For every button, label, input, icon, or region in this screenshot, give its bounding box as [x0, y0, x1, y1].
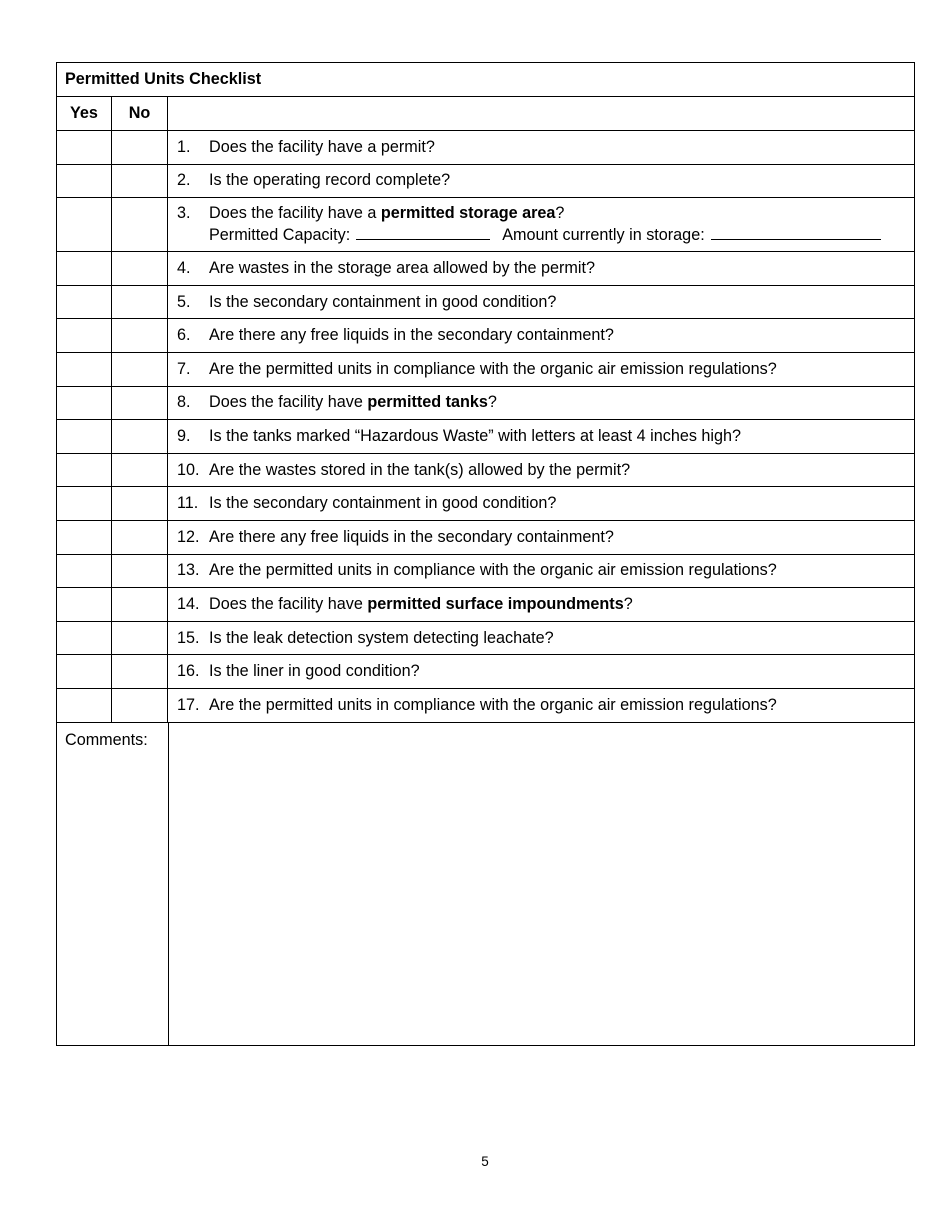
- permitted-capacity-field[interactable]: [356, 225, 490, 240]
- question-cell: [168, 285, 915, 319]
- no-checkbox-cell[interactable]: [112, 688, 168, 722]
- checklist-row: [57, 285, 915, 319]
- no-checkbox-cell[interactable]: [112, 487, 168, 521]
- no-checkbox-cell[interactable]: [112, 252, 168, 286]
- question-text-part: Are the permitted units in compliance with the organic air emission regulations?: [209, 561, 777, 580]
- title-row: [57, 63, 915, 97]
- checklist-row: [57, 420, 915, 454]
- header-row: [57, 97, 915, 131]
- checklist-row: [57, 131, 915, 165]
- question-text: [209, 326, 614, 345]
- no-checkbox-cell[interactable]: [112, 621, 168, 655]
- question-cell: [168, 164, 915, 198]
- yes-checkbox-cell[interactable]: [57, 252, 112, 286]
- question-number: 10.: [177, 460, 200, 479]
- question-cell: [168, 252, 915, 286]
- checklist-row: [57, 453, 915, 487]
- question-cell: [168, 688, 915, 722]
- question-number: 15.: [177, 628, 200, 647]
- question-text: [209, 528, 614, 547]
- question-number: 2.: [177, 171, 191, 190]
- question-cell: [168, 588, 915, 622]
- checklist-row: [57, 164, 915, 198]
- question-text-part: Is the liner in good condition?: [209, 662, 420, 681]
- amount-in-storage-field[interactable]: [711, 225, 881, 240]
- question-text: [209, 494, 556, 513]
- question-cell: [168, 655, 915, 689]
- yes-checkbox-cell[interactable]: [57, 198, 112, 252]
- question-number: 7.: [177, 359, 191, 378]
- question-text-part: Is the secondary containment in good condition?: [209, 292, 557, 311]
- question-text: [209, 293, 556, 312]
- question-number: 1.: [177, 137, 191, 156]
- question-text: [209, 138, 435, 157]
- checklist-row: [57, 520, 915, 554]
- question-text-bold: permitted surface impoundments: [367, 594, 624, 613]
- yes-checkbox-cell[interactable]: [57, 554, 112, 588]
- question-text-part: Are the permitted units in compliance with the organic air emission regulations?: [209, 359, 777, 378]
- question-text: [209, 204, 564, 223]
- question-cell: [168, 198, 915, 252]
- yes-checkbox-cell[interactable]: [57, 420, 112, 454]
- no-checkbox-cell[interactable]: [112, 285, 168, 319]
- permitted-capacity-label: Permitted Capacity:: [209, 226, 351, 245]
- yes-checkbox-cell[interactable]: [57, 131, 112, 165]
- question-number: 6.: [177, 326, 191, 345]
- question-text: [209, 427, 741, 446]
- question-cell: [168, 352, 915, 386]
- question-cell: [168, 386, 915, 420]
- question-number: 3.: [177, 204, 191, 223]
- checklist-row: [57, 386, 915, 420]
- checklist-row: [57, 655, 915, 689]
- column-divider: [168, 723, 169, 1045]
- no-checkbox-cell[interactable]: [112, 520, 168, 554]
- no-checkbox-cell[interactable]: [112, 554, 168, 588]
- no-checkbox-cell[interactable]: [112, 386, 168, 420]
- question-text-bold: permitted tanks: [367, 393, 488, 412]
- question-cell: [168, 520, 915, 554]
- question-text-part: Is the tanks marked “Hazardous Waste” with letters at least 4 inches high?: [209, 426, 742, 445]
- question-text: [209, 696, 777, 715]
- comments-row: [57, 722, 915, 1045]
- checklist-row: [57, 688, 915, 722]
- question-text-part: Does the facility have: [209, 393, 368, 412]
- no-checkbox-cell[interactable]: [112, 453, 168, 487]
- yes-checkbox-cell[interactable]: [57, 588, 112, 622]
- no-checkbox-cell[interactable]: [112, 352, 168, 386]
- yes-checkbox-cell[interactable]: [57, 688, 112, 722]
- question-number: 12.: [177, 527, 200, 546]
- checklist-row: [57, 198, 915, 252]
- no-checkbox-cell[interactable]: [112, 164, 168, 198]
- question-text-part: Are the permitted units in compliance with the organic air emission regulations?: [209, 695, 777, 714]
- question-text: [209, 171, 450, 190]
- question-cell: [168, 131, 915, 165]
- checklist-row: [57, 554, 915, 588]
- no-checkbox-cell[interactable]: [112, 588, 168, 622]
- no-checkbox-cell[interactable]: [112, 420, 168, 454]
- checklist-row: [57, 621, 915, 655]
- no-checkbox-cell[interactable]: [112, 131, 168, 165]
- question-text: [209, 360, 777, 379]
- question-number: 16.: [177, 662, 200, 681]
- yes-checkbox-cell[interactable]: [57, 285, 112, 319]
- question-number: 17.: [177, 695, 200, 714]
- yes-checkbox-cell[interactable]: [57, 319, 112, 353]
- question-text-part: Is the leak detection system detecting leachate?: [209, 628, 554, 647]
- question-cell: [168, 420, 915, 454]
- yes-column-header: Yes: [57, 97, 112, 131]
- no-checkbox-cell[interactable]: [112, 319, 168, 353]
- checklist-row: [57, 319, 915, 353]
- question-column-header: [168, 97, 915, 131]
- yes-checkbox-cell[interactable]: [57, 520, 112, 554]
- checklist-row: [57, 487, 915, 521]
- question-text-part: Is the operating record complete?: [209, 171, 451, 190]
- checklist-title: Permitted Units Checklist: [57, 63, 915, 97]
- yes-checkbox-cell[interactable]: [57, 655, 112, 689]
- permitted-units-checklist: [56, 62, 915, 1046]
- no-checkbox-cell[interactable]: [112, 655, 168, 689]
- checklist-row: [57, 352, 915, 386]
- question-text: [209, 259, 595, 278]
- question-text: [209, 629, 554, 648]
- question-number: 13.: [177, 561, 200, 580]
- question-number: 14.: [177, 594, 200, 613]
- question-text-part: Are wastes in the storage area allowed by the permit?: [209, 258, 596, 277]
- question-cell: [168, 621, 915, 655]
- checklist-row: [57, 588, 915, 622]
- question-number: 11.: [177, 494, 199, 513]
- question-text-part: Does the facility have a: [209, 204, 381, 223]
- yes-checkbox-cell[interactable]: [57, 164, 112, 198]
- question-number: 4.: [177, 258, 191, 277]
- yes-checkbox-cell[interactable]: [57, 621, 112, 655]
- no-checkbox-cell[interactable]: [112, 198, 168, 252]
- question-text-part: ?: [487, 393, 497, 412]
- question-cell: [168, 319, 915, 353]
- question-text-part: Are there any free liquids in the secondary containment?: [209, 326, 614, 345]
- question-text-part: Does the facility have a permit?: [209, 137, 435, 156]
- question-cell: [168, 487, 915, 521]
- question-text: [209, 561, 777, 580]
- question-cell: [168, 554, 915, 588]
- no-column-header: No: [112, 97, 168, 131]
- question-text-part: ?: [623, 594, 633, 613]
- question-text-part: ?: [555, 204, 565, 223]
- yes-checkbox-cell[interactable]: [57, 386, 112, 420]
- comments-area[interactable]: [57, 722, 915, 1045]
- question-text-part: Are there any free liquids in the secondary containment?: [209, 527, 614, 546]
- question-text: [209, 662, 420, 681]
- question-cell: [168, 453, 915, 487]
- question-number: 9.: [177, 426, 191, 445]
- checklist-row: [57, 252, 915, 286]
- question-text-part: Is the secondary containment in good condition?: [209, 494, 557, 513]
- question-text-bold: permitted storage area: [380, 204, 556, 223]
- question-number: 8.: [177, 393, 191, 412]
- amount-in-storage-label: Amount currently in storage:: [502, 226, 705, 245]
- question-text: [209, 595, 633, 614]
- question-number: 5.: [177, 292, 191, 311]
- question-text: [209, 393, 497, 412]
- yes-checkbox-cell[interactable]: [57, 487, 112, 521]
- yes-checkbox-cell[interactable]: [57, 352, 112, 386]
- question-text-part: Are the wastes stored in the tank(s) allowed by the permit?: [209, 460, 631, 479]
- question-text: [209, 461, 630, 480]
- page-number: 5: [481, 1154, 489, 1169]
- comments-label: Comments:: [65, 730, 148, 749]
- question-text-part: Does the facility have: [209, 594, 368, 613]
- yes-checkbox-cell[interactable]: [57, 453, 112, 487]
